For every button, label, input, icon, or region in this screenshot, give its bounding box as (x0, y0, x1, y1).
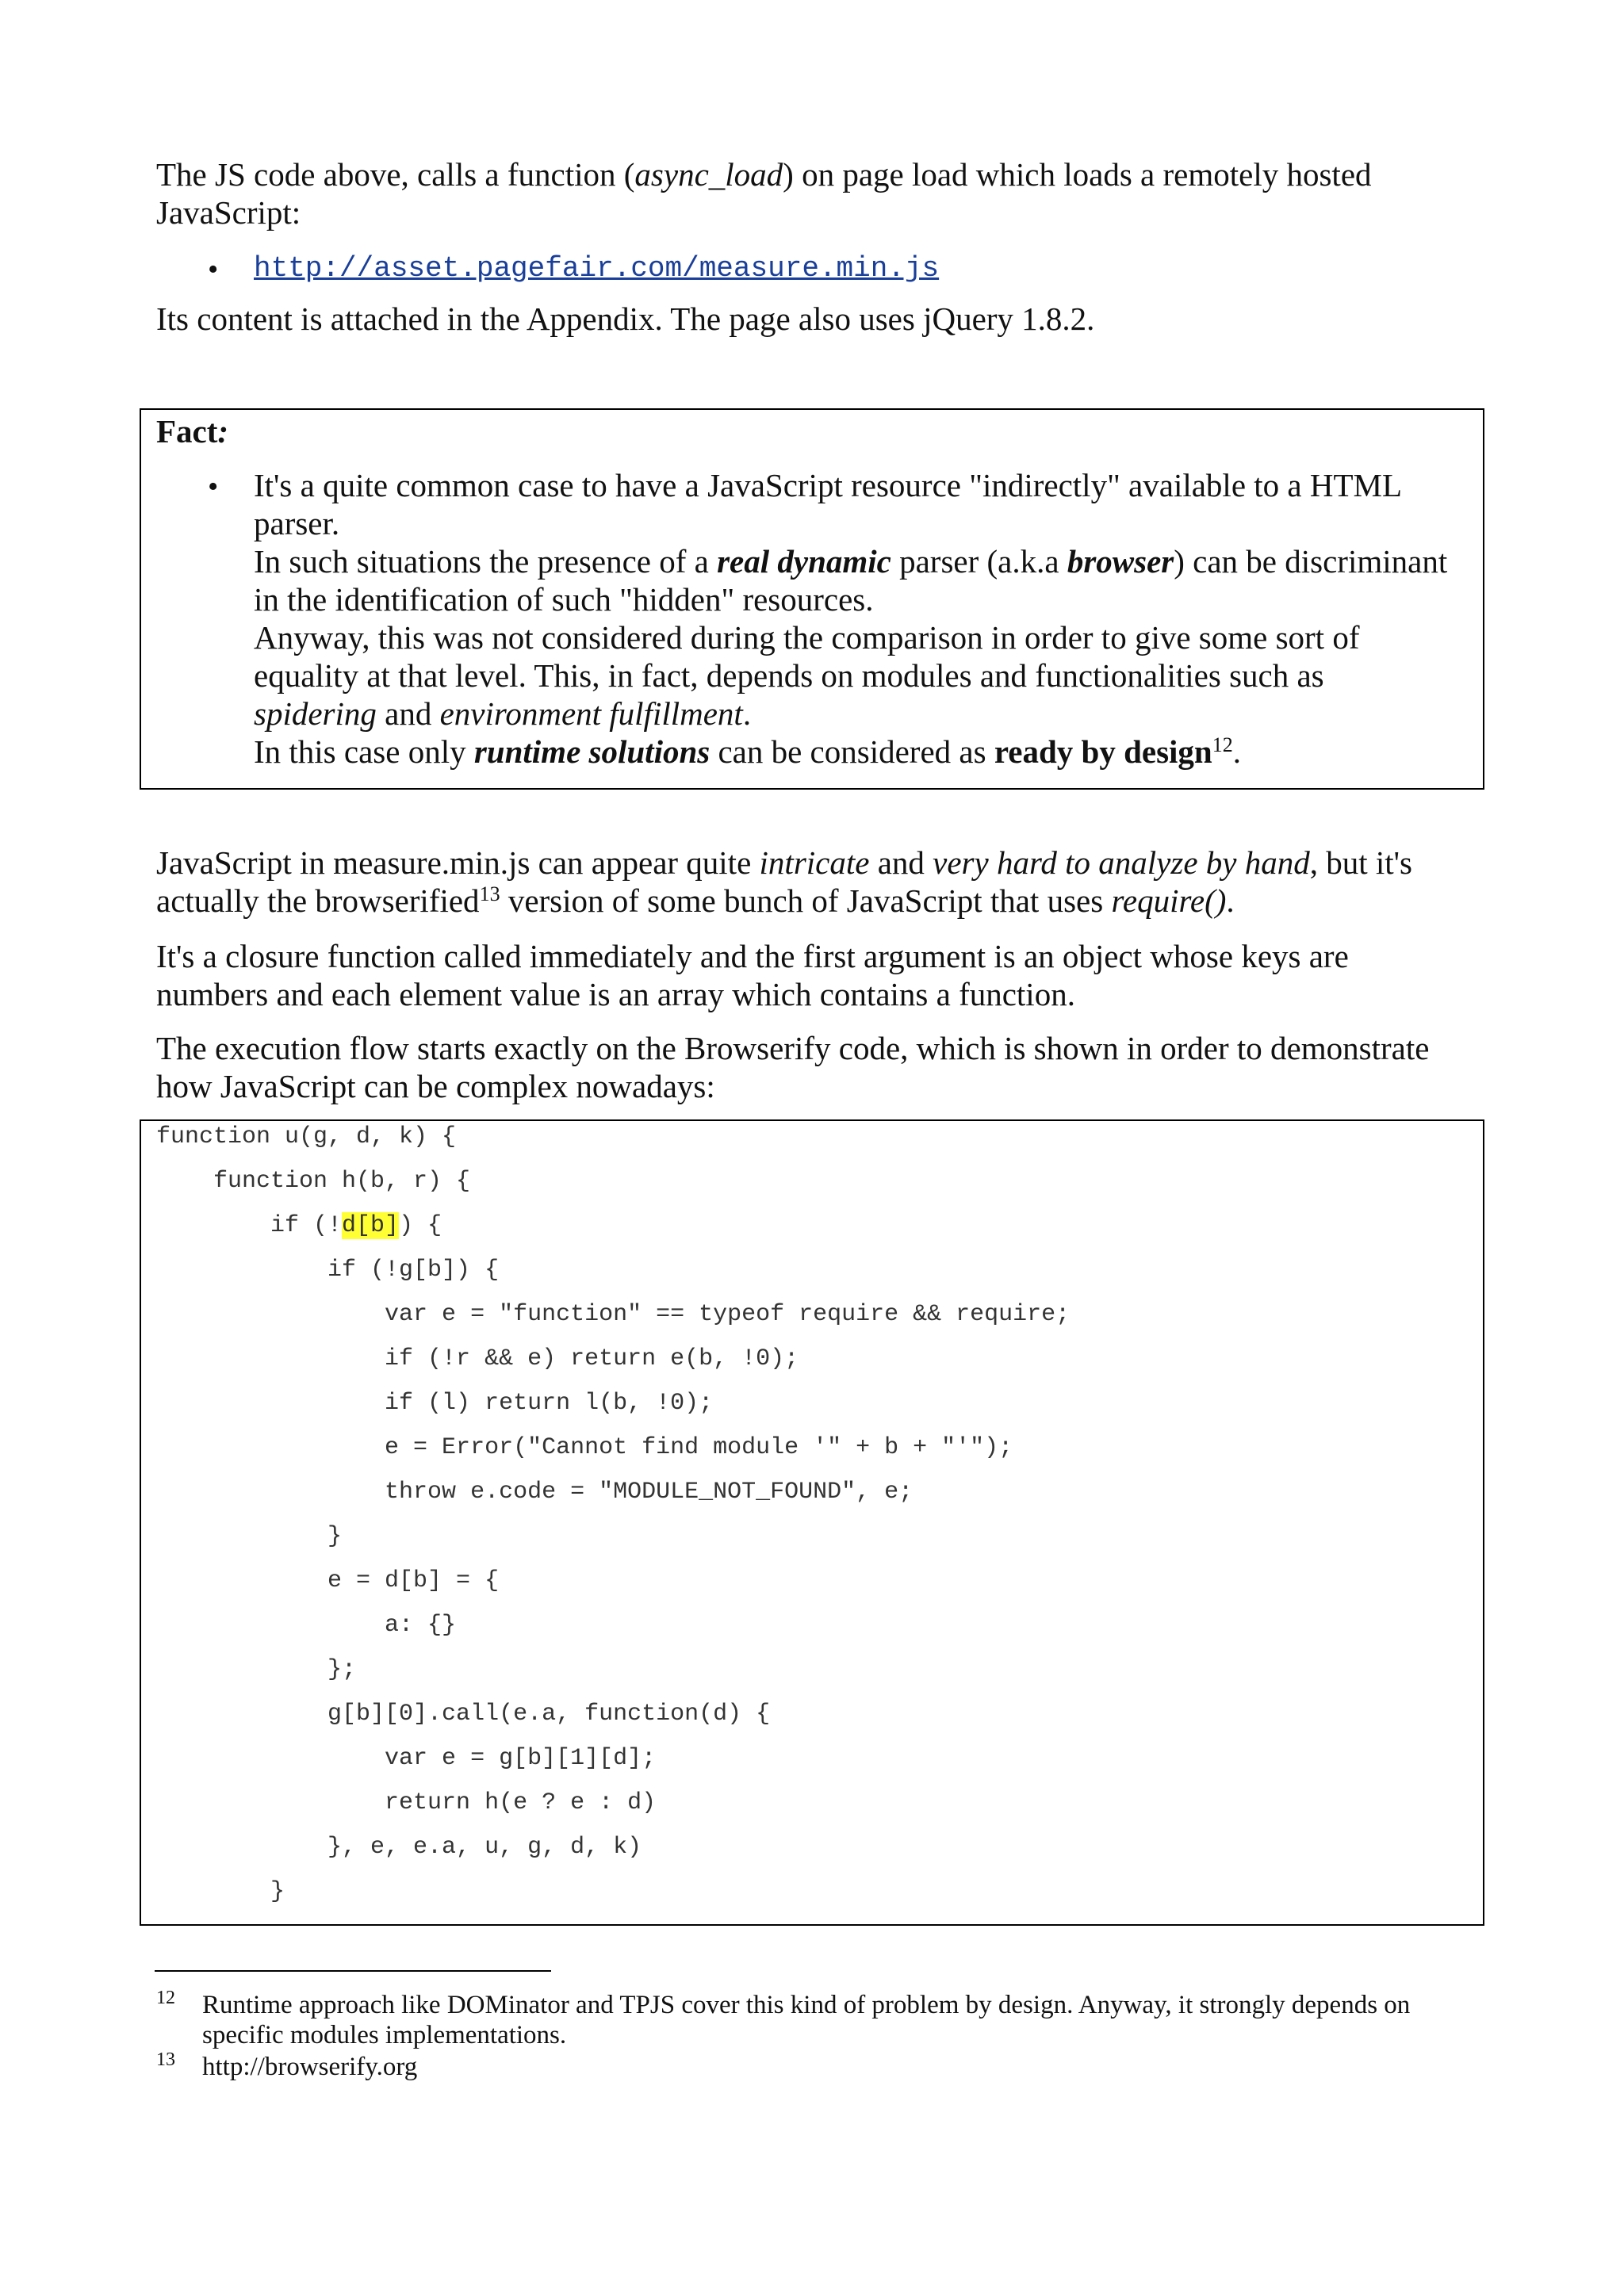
measure-paragraph-line1 (156, 844, 1412, 882)
body-text: version of some bunch of JavaScript that uses (500, 882, 1112, 919)
intricate-term: intricate (759, 844, 870, 881)
flow-paragraph-line1: The execution flow starts exactly on the Browserify code, which is shown in order to demonstrate (156, 1030, 1430, 1066)
async-load-term: async_load (634, 156, 783, 193)
closure-paragraph-line2: numbers and each element value is an array which contains a function. (156, 976, 1075, 1012)
code-line: e = Error("Cannot find module '" + b + "'"); (156, 1434, 1013, 1461)
appendix-paragraph: Its content is attached in the Appendix. The page also uses jQuery 1.8.2. (156, 300, 1095, 337)
measure-script-link[interactable]: http://asset.pagefair.com/measure.min.js (254, 252, 940, 285)
footnote-separator (155, 1970, 551, 1972)
code-highlight: d[b] (342, 1212, 400, 1239)
body-text: . (1226, 882, 1235, 919)
fact-text: parser (a.k.a (891, 543, 1067, 580)
code-text: ) { (399, 1212, 442, 1239)
body-text: , but it's (1309, 844, 1413, 881)
ready-by-design-term: ready by design (994, 733, 1212, 770)
fact-title-text: Fact (156, 413, 218, 450)
code-line: function u(g, d, k) { (156, 1123, 457, 1150)
fact-text: can be considered as (710, 733, 994, 770)
bullet-icon: • (208, 470, 219, 503)
fact-text: . (1232, 733, 1241, 770)
fact-line-8 (254, 733, 1241, 771)
fact-title-colon: : (217, 413, 229, 450)
fact-line-3 (254, 542, 1447, 580)
fact-text: ) can be discriminant (1174, 543, 1448, 580)
code-line (156, 1211, 442, 1240)
fact-text: In such situations the presence of a (254, 543, 718, 580)
code-line: }, e, e.a, u, g, d, k) (156, 1834, 642, 1861)
footnote-ref-13[interactable]: 13 (479, 882, 500, 905)
fact-title (156, 412, 228, 450)
browser-term: browser (1067, 543, 1174, 580)
require-term: require() (1111, 882, 1227, 919)
code-line: if (l) return l(b, !0); (156, 1390, 714, 1417)
fact-line-1: It's a quite common case to have a JavaScript resource "indirectly" available to a HTML (254, 467, 1403, 503)
code-line: if (!r && e) return e(b, !0); (156, 1345, 799, 1372)
code-line: } (156, 1523, 343, 1550)
fact-line-7 (254, 695, 751, 733)
code-text: if (! (156, 1212, 343, 1239)
runtime-solutions-term: runtime solutions (473, 733, 710, 770)
intro-paragraph-line2: JavaScript: (156, 194, 301, 231)
footnote-number-13: 13 (156, 2049, 175, 2070)
flow-paragraph-line2: how JavaScript can be complex nowadays: (156, 1068, 715, 1104)
fact-line-5: Anyway, this was not considered during the comparison in order to give some sort of (254, 619, 1360, 656)
spidering-term: spidering (254, 695, 377, 732)
fact-text: . (742, 695, 752, 732)
fact-line-2: parser. (254, 505, 340, 541)
footnote-ref-12[interactable]: 12 (1212, 733, 1233, 756)
intro-paragraph (156, 155, 1372, 193)
code-line: e = d[b] = { (156, 1567, 500, 1594)
fact-text: In this case only (254, 733, 474, 770)
hard-to-analyze-term: very hard to analyze by hand (933, 844, 1310, 881)
bullet-icon: • (208, 253, 219, 286)
fact-line-4: in the identification of such "hidden" resources. (254, 581, 874, 618)
code-line: }; (156, 1656, 357, 1683)
code-line: a: {} (156, 1612, 457, 1639)
code-line: var e = g[b][1][d]; (156, 1745, 657, 1772)
code-line: throw e.code = "MODULE_NOT_FOUND", e; (156, 1479, 914, 1506)
footnote-13-text: http://browserify.org (202, 2053, 418, 2081)
closure-paragraph-line1: It's a closure function called immediately and the first argument is an object whose keys are (156, 938, 1349, 974)
fact-line-6: equality at that level. This, in fact, depends on modules and functionalities such as (254, 657, 1324, 694)
footnote-12-line1: Runtime approach like DOMinator and TPJS cover this kind of problem by design. Anyway, it strongly depends on (202, 1991, 1411, 2019)
code-line: return h(e ? e : d) (156, 1789, 657, 1816)
intro-text: ) on page load which loads a remotely hosted (783, 156, 1372, 193)
intro-text: The JS code above, calls a function ( (156, 156, 635, 193)
code-line: if (!g[b]) { (156, 1257, 500, 1284)
code-line: var e = "function" == typeof require && require; (156, 1301, 1071, 1328)
code-line: g[b][0].call(e.a, function(d) { (156, 1701, 771, 1728)
code-line: function h(b, r) { (156, 1168, 471, 1195)
footnote-12-line2: specific modules implementations. (202, 2021, 567, 2049)
measure-paragraph-line2 (156, 882, 1235, 920)
environment-fulfillment-term: environment fulfillment (439, 695, 743, 732)
footnote-number-12: 12 (156, 1988, 175, 2008)
code-line: } (156, 1878, 285, 1905)
body-text: and (869, 844, 933, 881)
real-dynamic-term: real dynamic (717, 543, 891, 580)
body-text: actually the browserified (156, 882, 480, 919)
fact-text: and (376, 695, 440, 732)
body-text: JavaScript in measure.min.js can appear quite (156, 844, 760, 881)
